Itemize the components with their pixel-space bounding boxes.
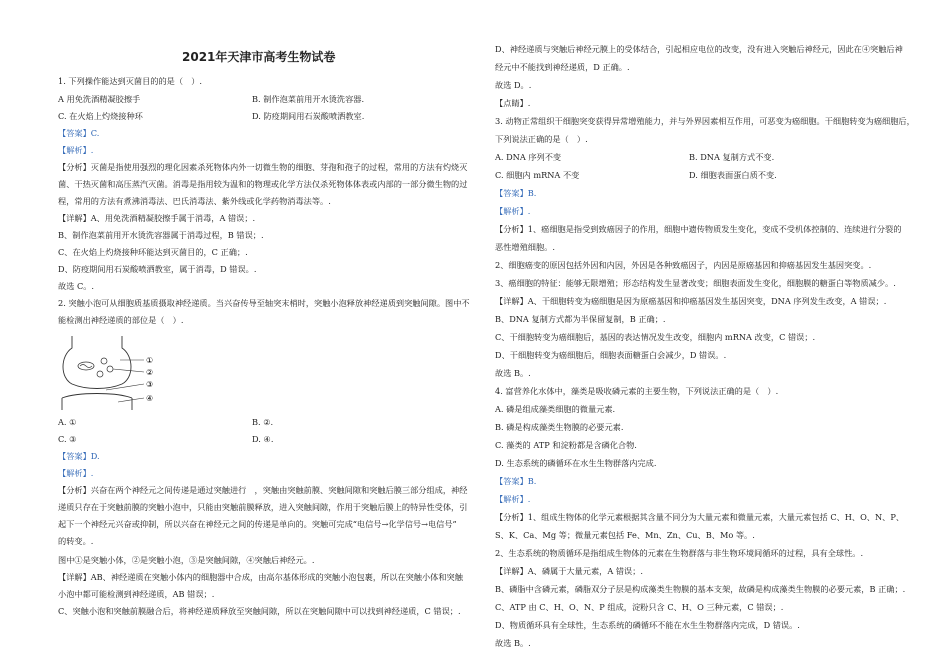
synaptic-vesicle [97, 371, 103, 377]
q3-detail-b: B、DNA 复制方式都为半保留复制，B 正确；. [495, 314, 666, 324]
figure-label-3: ③ [146, 380, 154, 389]
q4-jiexi-label: 【解析】. [495, 494, 531, 504]
q2-analysis-line3: 起下一个神经元兴奋或抑制，所以兴奋在神经元之间的传递是单向的。突触可完成“电信号→化学信号→电信号” [58, 519, 457, 529]
q2-detail-d-line1: D、神经递质与突触后神经元膜上的受体结合，引起相应电位的改变，没有进入突触后神经元，因此在④突触后神 [495, 44, 903, 54]
q1-option-d: D. 防疫期间用石炭酸喷洒教室. [252, 111, 365, 121]
q4-analysis-line2: S、K、Ca、Mg 等；微量元素包括 Fe、Mn、Zn、Cu、B、Mo 等。. [495, 530, 755, 540]
synaptic-vesicle [101, 358, 107, 364]
q3-analysis-line2: 恶性增殖细胞。. [495, 242, 555, 252]
q4-option-b: B. 磷是构成藻类生物膜的必要元素. [495, 422, 624, 432]
axon-terminal-outline [63, 336, 131, 389]
q4-option-a: A. 磷是组成藻类细胞的微量元素. [495, 404, 616, 414]
q3-stem-line1: 3. 动物正常组织干细胞突变获得异常增殖能力，并与外界因素相互作用，可恶变为癌细胞。干细胞转变为癌细胞后， [495, 116, 915, 126]
q2-analysis-line2: 递质只存在于突触前膜的突触小泡中，只能由突触前膜释放，进入突触间隙，作用于突触后膜上的特异性受体，引 [58, 502, 468, 512]
synaptic-vesicle [107, 366, 113, 372]
q4-answer: 【答案】B. [495, 476, 537, 486]
q4-stem: 4. 富营养化水体中，藻类是吸收磷元素的主要生物，下列说法正确的是（ ）. [495, 386, 779, 396]
q2-option-a: A. ① [58, 417, 77, 427]
synapse-figure [58, 336, 168, 410]
q2-detail-d-line2: 经元中不能找到神经递质，D 正确。. [495, 62, 630, 72]
postsynaptic-neuron-outline [62, 398, 132, 410]
q3-jiexi-label: 【解析】. [495, 206, 531, 216]
q3-detail-d: D、干细胞转变为癌细胞后，细胞表面糖蛋白会减少，D 错误。. [495, 350, 727, 360]
q2-figure-note: 图中①是突触小体，②是突触小泡，③是突触间隙，④突触后神经元。. [58, 555, 315, 565]
q4-option-c: C. 藻类的 ATP 和淀粉都是含磷化合物. [495, 440, 637, 450]
figure-label-2: ② [146, 368, 154, 377]
q3-option-a: A. DNA 序列不变 [495, 152, 562, 162]
q3-analysis-line4: 3、癌细胞的特征：能够无限增殖；形态结构发生显著改变；细胞表面发生变化，细胞膜的糖蛋白等物质减少。. [495, 278, 896, 288]
q2-option-c: C. ③ [58, 434, 77, 444]
q1-stem: 1. 下列操作能达到灭菌目的的是（ ）. [58, 76, 203, 86]
q2-stem-line2: 能检测出神经递质的部位是（ ）. [58, 315, 184, 325]
q1-conclusion: 故选 C。. [58, 281, 95, 291]
q4-analysis-line1: 【分析】1、组成生物体的化学元素根据其含量不同分为大量元素和微量元素，大量元素包括 C、H、O、N、P、 [495, 512, 905, 522]
q1-analysis-line3: 程，常用的方法有煮沸消毒法、巴氏消毒法、紫外线或化学药物消毒法等。. [58, 196, 331, 206]
q4-analysis-line3: 2、生态系统的物质循环是指组成生物体的元素在生物群落与非生物环境间循环的过程，具有全球性。. [495, 548, 864, 558]
q3-conclusion: 故选 B。. [495, 368, 531, 378]
q4-detail-d: D、物质循环具有全球性，生态系统的磷循环不能在水生生物群落内完成，D 错误。. [495, 620, 800, 630]
q2-stem-line1: 2. 突触小泡可从细胞质基质摄取神经递质。当兴奋传导至轴突末梢时，突触小泡释放神经递质到突触间隙。图中不 [58, 298, 470, 308]
q2-analysis-line4: 的转变。. [58, 536, 94, 546]
q1-jiexi-label: 【解析】. [58, 145, 94, 155]
figure-label-1: ① [146, 356, 154, 365]
q1-detail-c: C、在火焰上灼烧接种环能达到灭菌目的，C 正确；. [58, 247, 248, 257]
q2-detail-ab-line2: 小泡中都可能检测到神经递质，AB 错误；. [58, 589, 215, 599]
q4-detail-b: B、磷脂中含磷元素，磷脂双分子层是构成藻类生物膜的基本支架，故磷是构成藻类生物膜的必要元素，B 正确；. [495, 584, 906, 594]
figure-label-4: ④ [146, 394, 154, 403]
q4-detail-c: C、ATP 由 C、H、O、N、P 组成，淀粉只含 C、H、O 三种元素，C 错误；. [495, 602, 784, 612]
q2-option-b: B. ②. [252, 417, 274, 427]
q2-analysis-line1: 【分析】兴奋在两个神经元之间传递是通过突触进行 ，突触由突触前膜、突触间隙和突触后膜三部分组成，神经 [58, 485, 468, 495]
mitochondrion-cristae [80, 365, 92, 368]
q1-detail-d: D、防疫期间用石炭酸喷洒教室，属于消毒，D 错误。. [58, 264, 257, 274]
postsynaptic-membrane [62, 394, 132, 399]
pointer-line-2 [113, 369, 144, 372]
q3-stem-line2: 下列说法正确的是（ ）. [495, 134, 588, 144]
q2-detail-c: C、突触小泡和突触前膜融合后，将神经递质释放至突触间隙，所以在突触间隙中可以找到神经递质，C 错误；. [58, 606, 461, 616]
page-title: 2021年天津市高考生物试卷 [182, 50, 336, 64]
q4-detail-a: 【详解】A、磷属于大量元素，A 错误；. [495, 566, 644, 576]
q3-detail-c: C、干细胞转变为癌细胞后，基因的表达情况发生改变，细胞内 mRNA 改变，C 错误；. [495, 332, 816, 342]
pointer-line-4 [118, 398, 144, 402]
q2-answer: 【答案】D. [58, 451, 100, 461]
q2-option-d: D. ④. [252, 434, 274, 444]
q2-jiexi-label: 【解析】. [58, 468, 94, 478]
q2-conclusion: 故选 D。. [495, 80, 532, 90]
q1-option-c: C. 在火焰上灼烧接种环 [58, 111, 143, 121]
q3-detail-a: 【详解】A、干细胞转变为癌细胞是因为原癌基因和抑癌基因发生基因突变，DNA 序列发生改变，A 错误；. [495, 296, 887, 306]
synapse-diagram [58, 336, 168, 410]
q3-answer: 【答案】B. [495, 188, 537, 198]
q3-analysis-line1: 【分析】1、癌细胞是指受到致癌因子的作用，细胞中遗传物质发生变化，变成不受机体控制的、连续进行分裂的 [495, 224, 902, 234]
q3-option-d: D. 细胞表面蛋白质不变. [689, 170, 777, 180]
q1-detail-b: B、制作泡菜前用开水烫洗容器属于消毒过程，B 错误；. [58, 230, 264, 240]
q1-option-a: A 用免洗酒精凝胶擦手 [58, 94, 141, 104]
q3-option-c: C. 细胞内 mRNA 不变 [495, 170, 580, 180]
q1-answer: 【答案】C. [58, 128, 100, 138]
q1-option-b: B. 制作泡菜前用开水烫洗容器. [252, 94, 365, 104]
q3-analysis-line3: 2、细胞癌变的原因包括外因和内因，外因是各种致癌因子，内因是原癌基因和抑癌基因发生基因突变。. [495, 260, 872, 270]
q2-dianjing-label: 【点睛】. [495, 98, 531, 108]
q1-detail-a: 【详解】A、用免洗酒精凝胶擦手属于消毒，A 错误；. [58, 213, 256, 223]
q2-detail-ab-line1: 【详解】AB、神经递质在突触小体内的细胞器中合成，由高尔基体形成的突触小泡包裹，所以在突触小体和突触 [58, 572, 463, 582]
q1-analysis-line1: 【分析】灭菌是指使用强烈的理化因素杀死物体内外一切微生物的细胞、芽孢和孢子的过程，常用的方法有灼烧灭 [58, 162, 468, 172]
q1-analysis-line2: 菌、干热灭菌和高压蒸汽灭菌。消毒是指用较为温和的物理或化学方法仅杀死物体体表或内部的一部分微生物的过 [58, 179, 468, 189]
q3-option-b: B. DNA 复制方式不变. [689, 152, 775, 162]
q4-conclusion: 故选 B。. [495, 638, 531, 648]
q4-option-d: D. 生态系统的磷循环在水生生物群落内完成. [495, 458, 657, 468]
